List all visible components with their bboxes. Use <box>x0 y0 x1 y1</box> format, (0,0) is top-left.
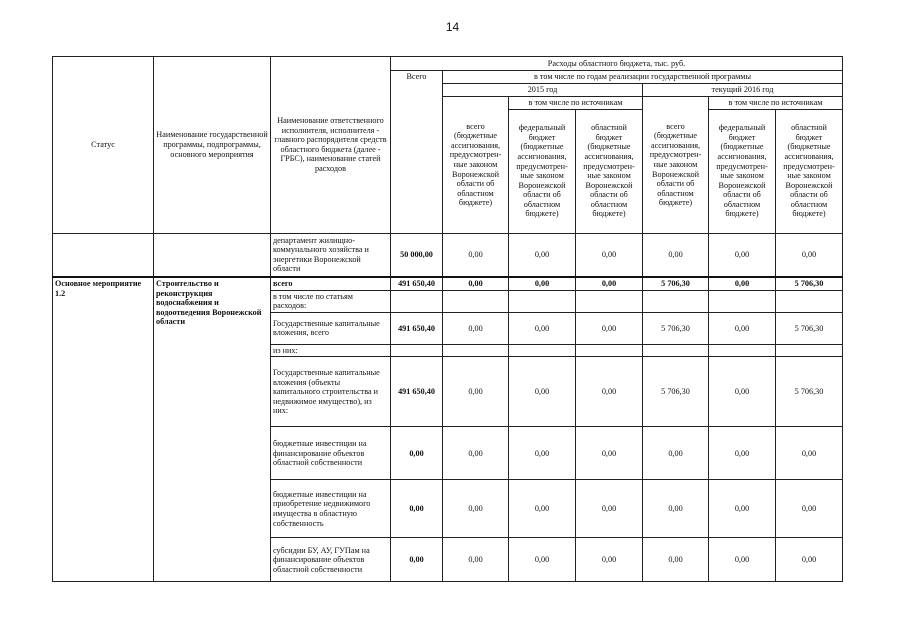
header-2015-regional: областной бюджет (бюджетные ассигнования, предусмотрен-ные законом Воронежской области об областном бюджете) <box>576 109 643 233</box>
value-cell: 5 706,30 <box>643 357 709 427</box>
value-cell: 5 706,30 <box>776 277 843 290</box>
value-cell: 0,00 <box>576 357 643 427</box>
executor-cell: всего <box>271 277 391 290</box>
table-row <box>53 277 843 290</box>
executor-cell: в том числе по статьям расходов: <box>271 290 391 312</box>
status-cell: Основное мероприятие 1.2 <box>53 277 154 582</box>
value-cell: 491 650,40 <box>391 357 443 427</box>
header-2015-by-sources: в том числе по источникам <box>509 97 643 110</box>
header-2016-regional: областной бюджет (бюджетные ассигнования, предусмотрен-ные законом Воронежской области об областном бюджете) <box>776 109 843 233</box>
value-cell: 0,00 <box>576 233 643 277</box>
value-cell <box>391 344 443 357</box>
value-cell: 0,00 <box>509 277 576 290</box>
value-cell <box>776 344 843 357</box>
value-cell: 491 650,40 <box>391 312 443 344</box>
value-cell: 0,00 <box>509 480 576 538</box>
value-cell: 0,00 <box>643 480 709 538</box>
value-cell: 0,00 <box>443 357 509 427</box>
value-cell: 0,00 <box>709 480 776 538</box>
value-cell <box>509 290 576 312</box>
header-expenses-title: Расходы областного бюджета, тыс. руб. <box>391 57 843 71</box>
value-cell <box>576 290 643 312</box>
value-cell: 0,00 <box>443 312 509 344</box>
header-year-2016: текущий 2016 год <box>643 84 843 97</box>
value-cell: 50 000,00 <box>391 233 443 277</box>
value-cell <box>643 344 709 357</box>
value-cell: 0,00 <box>576 480 643 538</box>
header-year-2015: 2015 год <box>443 84 643 97</box>
header-program-name: Наименование государственной программы, подпрограммы, основного мероприятия <box>154 57 271 234</box>
header-2016-by-sources: в том числе по источникам <box>709 97 843 110</box>
value-cell <box>391 290 443 312</box>
executor-cell: субсидии БУ, АУ, ГУПам на финансирование объектов областной собственности <box>271 538 391 582</box>
value-cell: 0,00 <box>443 427 509 480</box>
value-cell: 0,00 <box>709 427 776 480</box>
value-cell <box>443 290 509 312</box>
value-cell: 0,00 <box>391 538 443 582</box>
table-row <box>53 233 843 277</box>
value-cell: 0,00 <box>776 480 843 538</box>
value-cell: 0,00 <box>443 480 509 538</box>
header-2015-all: всего (бюджетные ассигнования, предусмотрен-ные законом Воронежской области об областном бюджете) <box>443 97 509 234</box>
value-cell: 0,00 <box>509 312 576 344</box>
value-cell: 0,00 <box>391 480 443 538</box>
value-cell: 0,00 <box>443 233 509 277</box>
value-cell: 0,00 <box>776 538 843 582</box>
executor-cell: департамент жилищно-коммунального хозяйства и энергетики Воронежской области <box>271 233 391 277</box>
value-cell: 0,00 <box>576 312 643 344</box>
value-cell: 5 706,30 <box>776 312 843 344</box>
value-cell: 5 706,30 <box>776 357 843 427</box>
value-cell: 0,00 <box>643 538 709 582</box>
value-cell: 0,00 <box>391 427 443 480</box>
header-total: Всего <box>391 71 443 234</box>
value-cell <box>709 290 776 312</box>
header-by-years: в том числе по годам реализации государственной программы <box>443 71 843 84</box>
value-cell: 0,00 <box>709 312 776 344</box>
value-cell: 0,00 <box>776 233 843 277</box>
header-2016-all: всего (бюджетные ассигнования, предусмотрен-ные законом Воронежской области об областном бюджете) <box>643 97 709 234</box>
header-2015-federal: федеральный бюджет (бюджетные ассигнования, предусмотрен-ные законом Воронежской области об областном бюджете) <box>509 109 576 233</box>
value-cell: 0,00 <box>443 538 509 582</box>
value-cell: 0,00 <box>709 277 776 290</box>
header-2016-federal: федеральный бюджет (бюджетные ассигнования, предусмотрен-ные законом Воронежской области об областном бюджете) <box>709 109 776 233</box>
value-cell: 0,00 <box>576 277 643 290</box>
value-cell: 0,00 <box>509 357 576 427</box>
value-cell: 0,00 <box>576 538 643 582</box>
value-cell: 5 706,30 <box>643 312 709 344</box>
value-cell: 0,00 <box>509 538 576 582</box>
page-number: 14 <box>445 20 460 34</box>
value-cell: 0,00 <box>709 357 776 427</box>
program-cell <box>154 233 271 277</box>
value-cell: 5 706,30 <box>643 277 709 290</box>
executor-cell: Государственные капитальные вложения (объекты капитального строительства и недвижимое имущество), из них: <box>271 357 391 427</box>
value-cell: 491 650,40 <box>391 277 443 290</box>
value-cell: 0,00 <box>776 427 843 480</box>
executor-cell: бюджетные инвестиции на приобретение недвижимого имущества в областную собственность <box>271 480 391 538</box>
executor-cell: из них: <box>271 344 391 357</box>
value-cell <box>643 290 709 312</box>
value-cell: 0,00 <box>443 277 509 290</box>
header-executor: Наименование ответственного исполнителя, исполнителя - главного распорядителя средств областного бюджета (далее - ГРБС), наименование статей расходов <box>271 57 391 234</box>
header-status: Статус <box>53 57 154 234</box>
value-cell: 0,00 <box>709 233 776 277</box>
value-cell: 0,00 <box>509 427 576 480</box>
program-cell: Строительство и реконструкция водоснабжения и водоотведения Воронежской области <box>154 277 271 582</box>
value-cell: 0,00 <box>643 427 709 480</box>
value-cell: 0,00 <box>643 233 709 277</box>
value-cell <box>709 344 776 357</box>
value-cell: 0,00 <box>576 427 643 480</box>
status-cell <box>53 233 154 277</box>
value-cell <box>509 344 576 357</box>
executor-cell: Государственные капитальные вложения, всего <box>271 312 391 344</box>
value-cell: 0,00 <box>509 233 576 277</box>
executor-cell: бюджетные инвестиции на финансирование объектов областной собственности <box>271 427 391 480</box>
value-cell <box>776 290 843 312</box>
budget-table <box>52 56 843 582</box>
value-cell <box>576 344 643 357</box>
value-cell <box>443 344 509 357</box>
value-cell: 0,00 <box>709 538 776 582</box>
